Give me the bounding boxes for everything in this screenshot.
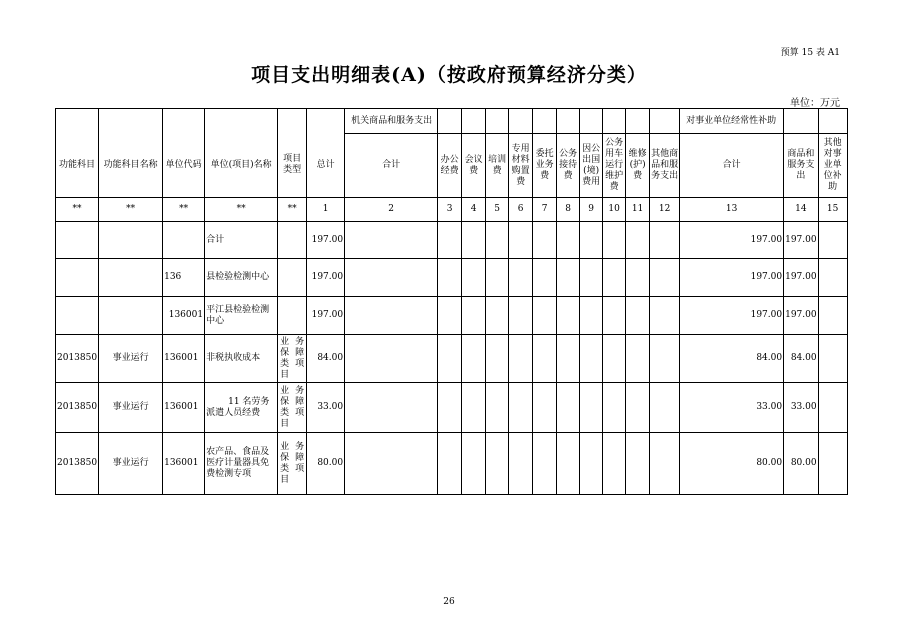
- cell-item-type: [278, 259, 307, 297]
- index-cell: **: [278, 198, 307, 222]
- cell-subsidy-total: 197.00: [680, 222, 784, 259]
- cell-subsidy-goods: 80.00: [784, 433, 819, 495]
- col-unit-code: 单位代码: [163, 134, 205, 198]
- group-agency-goods: 机关商品和服务支出: [345, 109, 438, 134]
- cell-func-name: [99, 297, 163, 335]
- index-cell: **: [205, 198, 278, 222]
- cell-total: 197.00: [307, 259, 345, 297]
- cell-unit-code: 136001: [163, 433, 205, 495]
- index-cell: 7: [533, 198, 557, 222]
- header-row-2: [56, 134, 848, 198]
- header-empty: [163, 109, 205, 134]
- index-cell: 11: [626, 198, 650, 222]
- index-cell: **: [99, 198, 163, 222]
- index-cell: 14: [784, 198, 819, 222]
- cell-item-type: [278, 297, 307, 335]
- col-unit-name: 单位(项目)名称: [205, 134, 278, 198]
- col-entrusted: 委托业务费: [533, 134, 557, 198]
- index-cell: 12: [650, 198, 680, 222]
- cell-func-name: 事业运行: [99, 383, 163, 433]
- cell-unit-code: 136001: [163, 335, 205, 383]
- cell-unit-name: 非税执收成本: [205, 335, 278, 383]
- cell-unit-code: [163, 222, 205, 259]
- cell-subsidy-goods: 197.00: [784, 222, 819, 259]
- index-cell: 10: [603, 198, 626, 222]
- cell-func-code: 2013850: [56, 335, 99, 383]
- index-cell: 5: [486, 198, 509, 222]
- index-cell: 9: [580, 198, 603, 222]
- cell-func-code: [56, 222, 99, 259]
- col-total: 总计: [307, 134, 345, 198]
- index-cell: 3: [438, 198, 462, 222]
- header-empty: [205, 109, 278, 134]
- col-reception: 公务接待费: [557, 134, 580, 198]
- table-row: [56, 222, 848, 259]
- cell-item-type: 业务保障类项目: [278, 433, 307, 495]
- unit-label: 单位：万元: [790, 98, 840, 109]
- col-subsidy-goods: 商品和服务支出: [784, 134, 819, 198]
- cell-func-code: [56, 297, 99, 335]
- col-meeting: 会议费: [462, 134, 486, 198]
- index-cell: 13: [680, 198, 784, 222]
- index-cell: **: [56, 198, 99, 222]
- table-row: [56, 297, 848, 335]
- index-cell: **: [163, 198, 205, 222]
- index-cell: 1: [307, 198, 345, 222]
- col-subsidy-total: 合计: [680, 134, 784, 198]
- header-row-1: [56, 109, 848, 134]
- cell-unit-name: 平江县检验检测中心: [205, 297, 278, 335]
- cell-total: 197.00: [307, 222, 345, 259]
- cell-unit-code: 136: [163, 259, 205, 297]
- cell-subsidy-total: 33.00: [680, 383, 784, 433]
- cell-item-type: 业务保障类项目: [278, 383, 307, 433]
- cell-unit-code: 136001: [163, 383, 205, 433]
- cell-unit-name: 农产品、食品及医疗计量器具免费检测专项: [205, 433, 278, 495]
- index-cell: 2: [345, 198, 438, 222]
- cell-func-code: 2013850: [56, 383, 99, 433]
- col-func-name: 功能科目名称: [99, 134, 163, 198]
- cell-total: 33.00: [307, 383, 345, 433]
- cell-unit-name: 县检验检测中心: [205, 259, 278, 297]
- index-cell: 6: [509, 198, 533, 222]
- header-empty: [278, 109, 307, 134]
- cell-subsidy-goods: 84.00: [784, 335, 819, 383]
- index-cell: 8: [557, 198, 580, 222]
- cell-func-code: 2013850: [56, 433, 99, 495]
- index-cell: 4: [462, 198, 486, 222]
- cell-func-code: [56, 259, 99, 297]
- cell-item-type: 业务保障类项目: [278, 335, 307, 383]
- col-vehicle: 公务用车运行维护费: [603, 134, 626, 198]
- header-empty: [99, 109, 163, 134]
- cell-subsidy-goods: 197.00: [784, 259, 819, 297]
- col-office: 办公经费: [438, 134, 462, 198]
- col-func-code: 功能科目: [56, 134, 99, 198]
- table-row: [56, 433, 848, 495]
- cell-subsidy-total: 80.00: [680, 433, 784, 495]
- cell-func-name: [99, 222, 163, 259]
- cell-unit-name: 11 名劳务派遣人员经费: [205, 383, 278, 433]
- table-row: [56, 259, 848, 297]
- col-agency-total: 合计: [345, 134, 438, 198]
- table-row: [56, 335, 848, 383]
- cell-func-name: [99, 259, 163, 297]
- col-abroad: 因公出国(境)费用: [580, 134, 603, 198]
- cell-total: 84.00: [307, 335, 345, 383]
- index-row: [56, 198, 848, 222]
- cell-item-type: [278, 222, 307, 259]
- cell-subsidy-goods: 197.00: [784, 297, 819, 335]
- cell-subsidy-total: 84.00: [680, 335, 784, 383]
- col-subsidy-other: 其他对事业单位补助: [818, 134, 847, 198]
- col-other-goods: 其他商品和服务支出: [650, 134, 680, 198]
- cell-func-name: 事业运行: [99, 335, 163, 383]
- table-row: [56, 383, 848, 433]
- expenditure-table: [55, 108, 848, 495]
- index-cell: 15: [818, 198, 847, 222]
- cell-subsidy-goods: 33.00: [784, 383, 819, 433]
- page-code: 预算 15 表 A1: [780, 48, 840, 58]
- header-empty: [56, 109, 99, 134]
- col-item-type: 项目类型: [278, 134, 307, 198]
- cell-unit-code: 136001: [163, 297, 205, 335]
- cell-func-name: 事业运行: [99, 433, 163, 495]
- col-materials: 专用材料购置费: [509, 134, 533, 198]
- col-training: 培训费: [486, 134, 509, 198]
- header-empty: [307, 109, 345, 134]
- cell-subsidy-total: 197.00: [680, 297, 784, 335]
- page-title: 项目支出明细表(A)（按政府预算经济分类）: [251, 64, 647, 86]
- cell-total: 80.00: [307, 433, 345, 495]
- col-repair: 维修(护)费: [626, 134, 650, 198]
- group-unit-subsidy: 对事业单位经常性补助: [680, 109, 784, 134]
- page-number: 26: [443, 597, 455, 607]
- cell-unit-name: 合计: [205, 222, 278, 259]
- cell-total: 197.00: [307, 297, 345, 335]
- cell-subsidy-total: 197.00: [680, 259, 784, 297]
